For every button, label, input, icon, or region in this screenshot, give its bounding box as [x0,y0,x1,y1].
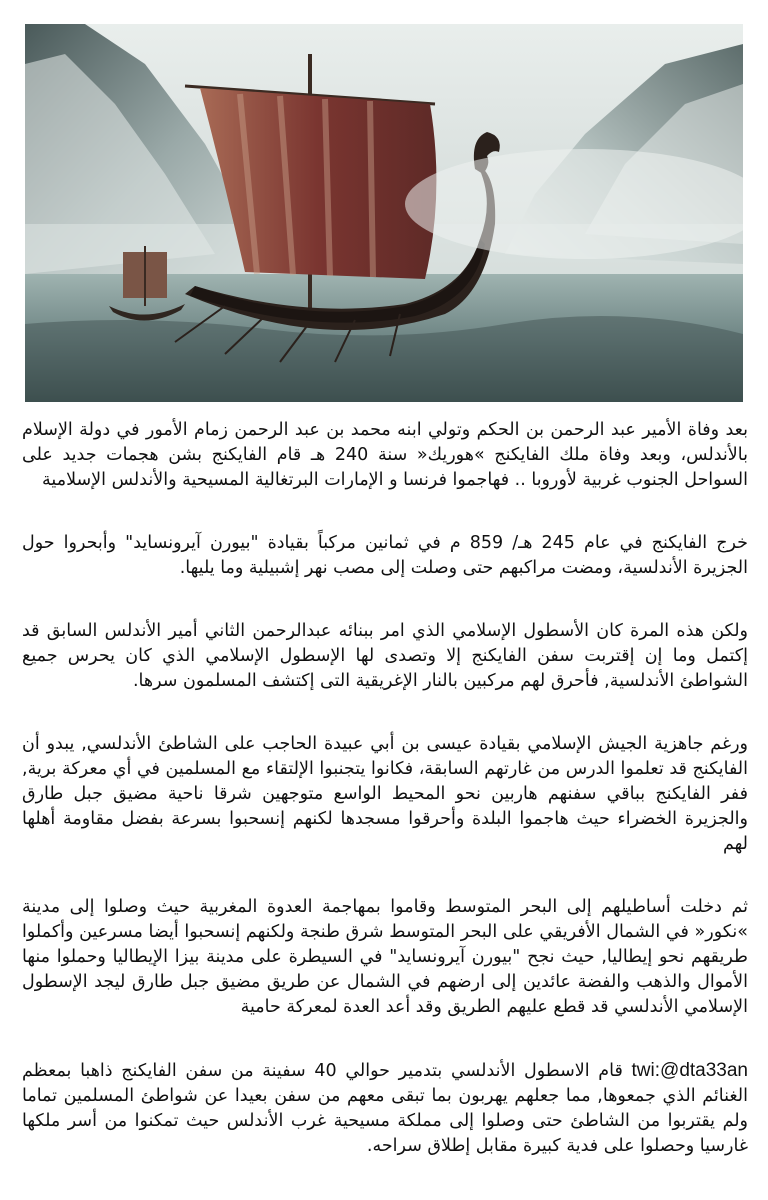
twitter-handle: twi:@dta33an [631,1060,748,1081]
article-body [22,418,748,1159]
viking-ship-illustration [25,24,743,402]
article-paragraph-4: ورغم جاهزية الجيش الإسلامي بقيادة عيسى بن أبي عبيدة الحاجب على الشاطئ الأندلسي, يبدو أن الفايكنج قد تعلموا الدرس من غارتهم السابقة، فكانوا يتجنبوا الإلتقاء مع المسلمين في أي معركة برية, ففر الفايكنج بباقي سفنهم هاربين نحو المحيط الواسع متوجهين شرقا ناحية مضيق جبل طارق والجزيرة الخضراء حيث هاجموا البلدة وأحرقوا مسجدها لكنهم إنسحبوا بسرعة بفضل مقاومة أهلها لهم [22,734,748,854]
article-paragraph-2: خرج الفايكنج في عام 245 هـ/ 859 م في ثمانين مركباً بقيادة "بيورن آيرونسايد" وأبحروا حول الجزيرة الأندلسية، ومضت مراكبهم حتى وصلت إلى مصب نهر إشبيلية وما يليها. [22,533,748,578]
viking-ship-image [25,24,743,402]
article-paragraph-5: ثم دخلت أساطيلهم إلى البحر المتوسط وقاموا بمهاجمة العدوة المغربية حيث وصلوا إلى مدينة »نكور« في الشمال الأفريقي على البحر المتوسط شرق طنجة ولكنهم إنسحبوا أيضا مسرعين وأكملوا طريقهم نحو إيطاليا, حيث نجح "بيورن آيرونسايد" في السيطرة على مدينة بيزا الإيطاليا وحملوا منها الأموال والذهب والفضة عائدين إلى ارضهم في الشمال عن طريق مضيق جبل طارق ليجد الإسطول الإسلامي الأندلسي قد قطع عليهم الطريق وقد أعد العدة لمعركة حامية [22,897,748,1017]
article-paragraph-3: ولكن هذه المرة كان الأسطول الإسلامي الذي امر ببنائه عبدالرحمن الثاني أمير الأندلس السابق قد إكتمل وما إن إقتربت سفن الفايكنج إلا وتصدى لها الإسطول الإسلامي الذي كان يحرس جميع الشواطئ الأندلسية, فأحرق لهم مركبين بالنار الإغريقية التى إكتشف المسلمون سرها. [22,621,748,691]
article-paragraph-1: بعد وفاة الأمير عبد الرحمن بن الحكم وتولي ابنه محمد بن عبد الرحمن زمام الأمور في دولة الإسلام بالأندلس، وبعد وفاة ملك الفايكنج »هوريك« سنة 240 هـ قام الفايكنج بشن هجمات جديد على السواحل الجنوب غربية لأوروبا .. فهاجموا فرنسا و الإمارات البرتغالية المسيحية والأندلس الإسلامية [22,420,748,490]
article-paragraph-6 [22,1058,748,1159]
article-paragraph-6-text: قام الاسطول الأندلسي بتدمير حوالي 40 سفينة من سفن الفايكنج ذاهبا بمعظم الغنائم الذي جمعوها, مما جعلهم يهربون بما تبقى معهم من سفن بعيدا عن شواطئ المسلمين تماما ولم يقتربوا من الشاطئ حتى وصلوا إلى مملكة مسيحية غرب الأندلس حيث تمكنوا من أسر ملكها غارسيا وحصلوا على فدية كبيرة مقابل إطلاق سراحه. [22,1061,748,1156]
